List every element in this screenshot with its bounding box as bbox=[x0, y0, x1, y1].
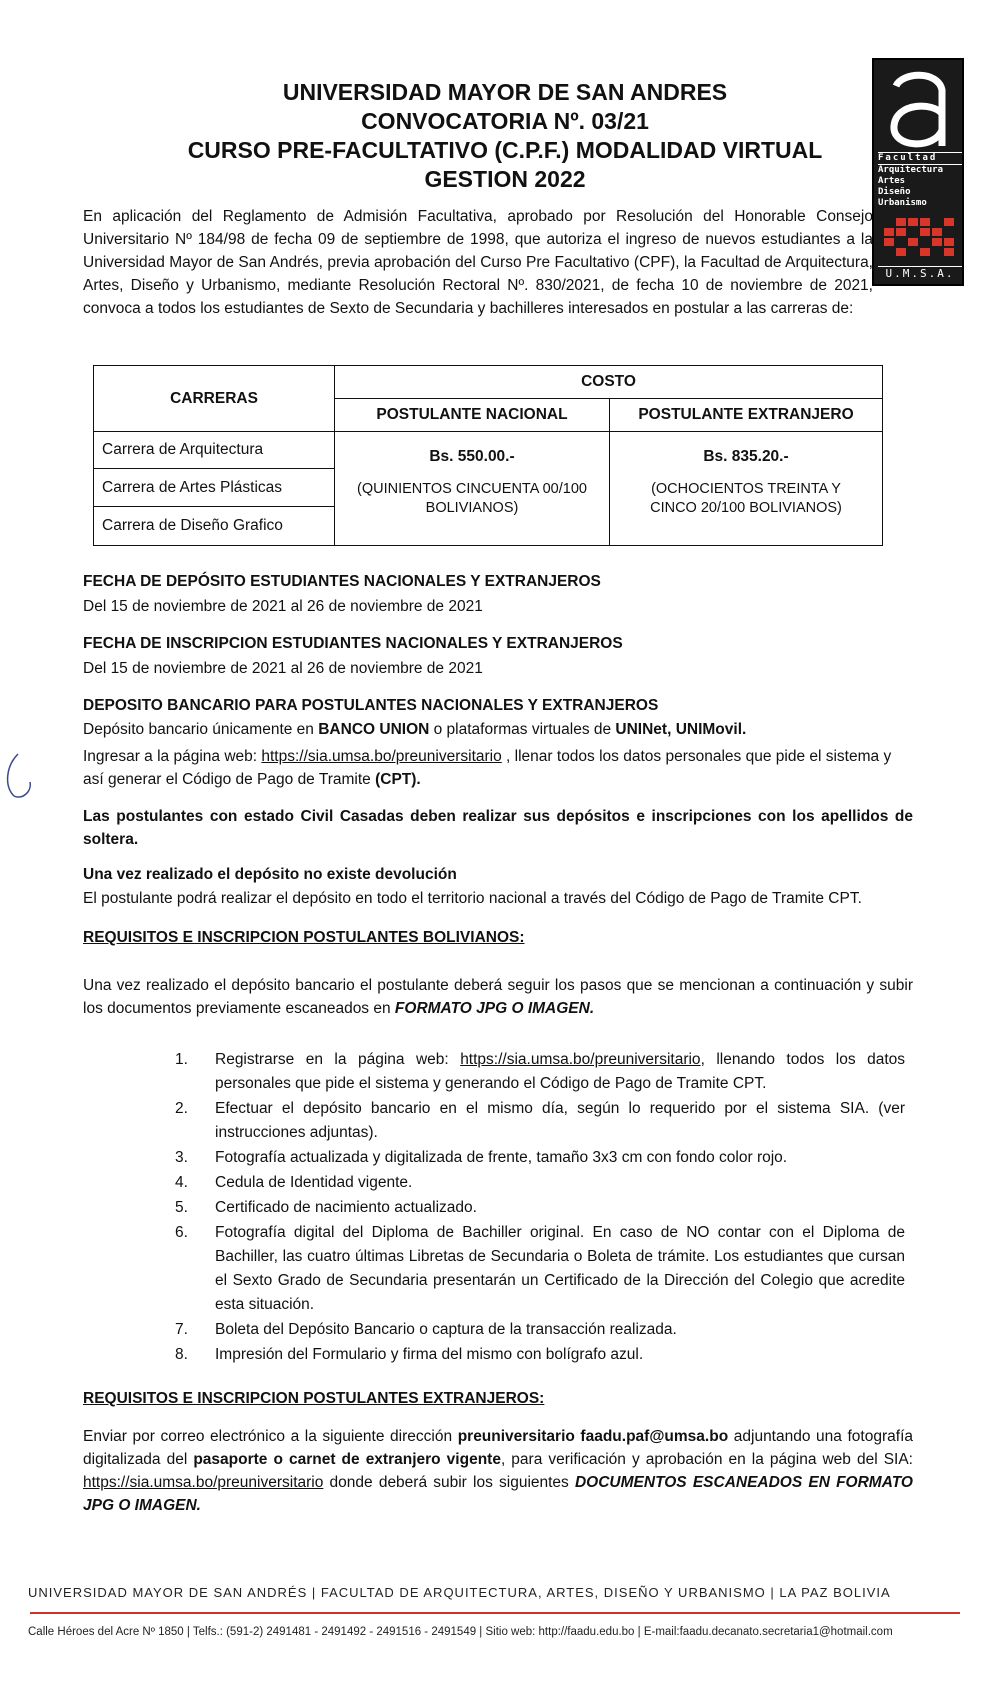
logo-text: Facultad Arquitectura Artes Diseño Urbanismo bbox=[878, 152, 962, 209]
bolivian-requirements-title: REQUISITOS E INSCRIPCION POSTULANTES BOLIVIANOS: bbox=[83, 929, 525, 946]
deposit-date-range: Del 15 de noviembre de 2021 al 26 de noviembre de 2021 bbox=[83, 598, 483, 615]
course-title: CURSO PRE-FACULTATIVO (C.P.F.) MODALIDAD VIRTUAL bbox=[187, 137, 823, 163]
bank-deposit-line: Depósito bancario únicamente en BANCO UNION o plataformas virtuales de UNINet, UNIMovil. bbox=[83, 721, 747, 738]
letter-a-icon bbox=[882, 68, 954, 150]
virtual-platforms: UNINet, UNIMovil. bbox=[615, 721, 747, 738]
list-item: 3. Fotografía actualizada y digitalizada de frente, tamaño 3x3 cm con fondo color rojo. bbox=[175, 1149, 788, 1166]
list-item: 6. Fotografía digital del Diploma de Bachiller original. En caso de NO contar con el Diploma de Bachiller, las cuatro últimas Libretas de Secundaria o Boleta de trámite. Los estudiantes que cursan el Sexto Grado de Secundaria presentarán un Certificado de la Dirección del Colegio que acredite esta situación. bbox=[175, 1224, 905, 1313]
bank-name: BANCO UNION bbox=[318, 721, 430, 738]
intro-paragraph: En aplicación del Reglamento de Admisión Facultativa, aprobado por Resolución del Honorable Consejo Universitario Nº 184/98 de fecha 09 de septiembre de 1998, que autoriza el ingreso de nuevos estudiantes a la Universidad Mayor de San Andrés, previa aprobación del Curso Pre Facultativo (CPF), la Facultad de Arquitectura, Artes, Diseño y Urbanismo, mediante Resolución Rectoral Nº. 830/2021, de fecha 10 de noviembre de 2021, convoca a todos los estudiantes de Sexto de Secundaria y bachilleres interesados en postular a las carreras de: bbox=[83, 208, 873, 317]
call-number: CONVOCATORIA Nº. 03/21 bbox=[361, 108, 649, 134]
sia-link[interactable]: https://sia.umsa.bo/preuniversitario bbox=[83, 1474, 324, 1491]
university-title: UNIVERSIDAD MAYOR DE SAN ANDRES bbox=[282, 79, 728, 105]
careers-cell bbox=[94, 432, 335, 546]
requirements-list bbox=[175, 1048, 905, 1368]
list-item: 5. Certificado de nacimiento actualizado. bbox=[175, 1199, 477, 1216]
footer-divider bbox=[30, 1612, 960, 1614]
web-instructions: Ingresar a la página web: https://sia.umsa.bo/preuniversitario , llenar todos los datos personales que pide el sistema y así generar el Código de Pago de Tramite (CPT). bbox=[83, 748, 892, 788]
bolivian-requirements-intro: Una vez realizado el depósito bancario el postulante deberá seguir los pasos que se mencionan a continuación y subir los documentos previamente escaneados en FORMATO JPG O IMAGEN. bbox=[83, 977, 913, 1017]
deposit-date-title: FECHA DE DEPÓSITO ESTUDIANTES NACIONALES Y EXTRANJEROS bbox=[83, 573, 601, 590]
bank-deposit-title: DEPOSITO BANCARIO PARA POSTULANTES NACIONALES Y EXTRANJEROS bbox=[83, 697, 659, 714]
gestion-title: GESTION 2022 bbox=[424, 166, 586, 192]
logo-umsa-text: U.M.S.A. bbox=[878, 266, 962, 280]
footer-contact: Calle Héroes del Acre Nº 1850 | Telfs.: (591-2) 2491481 - 2491492 - 2491516 - 2491549 | Sitio web: http://faadu.edu.bo | E-mail:faadu.decanato.secretaria1@hotmail.com bbox=[28, 1626, 893, 1638]
no-refund-title: Una vez realizado el depósito no existe devolución bbox=[83, 866, 457, 883]
extranjero-cost-cell bbox=[610, 432, 883, 546]
inscription-date-title: FECHA DE INSCRIPCION ESTUDIANTES NACIONALES Y EXTRANJEROS bbox=[83, 635, 623, 652]
extranjero-words: (OCHOCIENTOS TREINTA Y CINCO 20/100 BOLIVIANOS) bbox=[650, 481, 842, 516]
career-item: Carrera de Diseño Grafico bbox=[102, 517, 283, 534]
handwritten-mark bbox=[0, 752, 40, 800]
header-extranjero: POSTULANTE EXTRANJERO bbox=[610, 399, 883, 432]
list-item: 4. Cedula de Identidad vigente. bbox=[175, 1174, 413, 1191]
sia-link[interactable]: https://sia.umsa.bo/preuniversitario bbox=[460, 1051, 701, 1068]
footer-institution: UNIVERSIDAD MAYOR DE SAN ANDRÉS | FACULTAD DE ARQUITECTURA, ARTES, DISEÑO Y URBANISMO | LA PAZ BOLIVIA bbox=[28, 1585, 891, 1600]
nacional-cost-cell bbox=[335, 432, 610, 546]
extranjero-amount: Bs. 835.20.- bbox=[703, 448, 789, 465]
header-nacional: POSTULANTE NACIONAL bbox=[335, 399, 610, 432]
nacional-words: (QUINIENTOS CINCUENTA 00/100 BOLIVIANOS) bbox=[357, 481, 587, 516]
inscription-date-range: Del 15 de noviembre de 2021 al 26 de noviembre de 2021 bbox=[83, 660, 483, 677]
list-item: 7. Boleta del Depósito Bancario o captura de la transacción realizada. bbox=[175, 1321, 677, 1338]
married-applicants-note: Las postulantes con estado Civil Casadas deben realizar sus depósitos e inscripciones con los apellidos de soltera. bbox=[83, 808, 913, 848]
list-item: 1. Registrarse en la página web: https://sia.umsa.bo/preuniversitario, llenando todos los datos personales que pide el sistema y generando el Código de Pago de Tramite CPT. bbox=[175, 1051, 905, 1092]
header-carreras: CARRERAS bbox=[94, 366, 335, 432]
list-item: 2. Efectuar el depósito bancario en el mismo día, según lo requerido por el sistema SIA. (ver instrucciones adjuntas). bbox=[175, 1100, 905, 1141]
list-item: 8. Impresión del Formulario y firma del mismo con bolígrafo azul. bbox=[175, 1346, 644, 1363]
no-refund-text: El postulante podrá realizar el depósito en todo el territorio nacional a través del Código de Pago de Tramite CPT. bbox=[83, 890, 862, 907]
contact-email[interactable]: preuniversitario faadu.paf@umsa.bo bbox=[457, 1428, 729, 1445]
header-costo: COSTO bbox=[335, 366, 883, 399]
document-header bbox=[120, 78, 890, 194]
nacional-amount: Bs. 550.00.- bbox=[429, 448, 515, 465]
career-item: Carrera de Artes Plásticas bbox=[94, 469, 334, 507]
sia-link[interactable]: https://sia.umsa.bo/preuniversitario bbox=[261, 748, 502, 765]
foreign-requirements-title: REQUISITOS E INSCRIPCION POSTULANTES EXTRANJEROS: bbox=[83, 1390, 545, 1407]
faculty-logo bbox=[872, 58, 964, 286]
costs-table bbox=[93, 365, 883, 546]
foreign-requirements-text: Enviar por correo electrónico a la siguiente dirección preuniversitario faadu.paf@umsa.bo adjuntando una fotografía digitalizada del pasaporte o carnet de extranjero vigente, para verificación y aprobación en la página web del SIA: https://sia.umsa.bo/preuniversitario donde deberá subir los siguientes DOCUMENTOS ESCANEADOS EN FORMATO JPG O IMAGEN. bbox=[83, 1428, 913, 1514]
pixel-pattern-icon bbox=[884, 218, 956, 264]
career-item: Carrera de Arquitectura bbox=[94, 432, 334, 469]
